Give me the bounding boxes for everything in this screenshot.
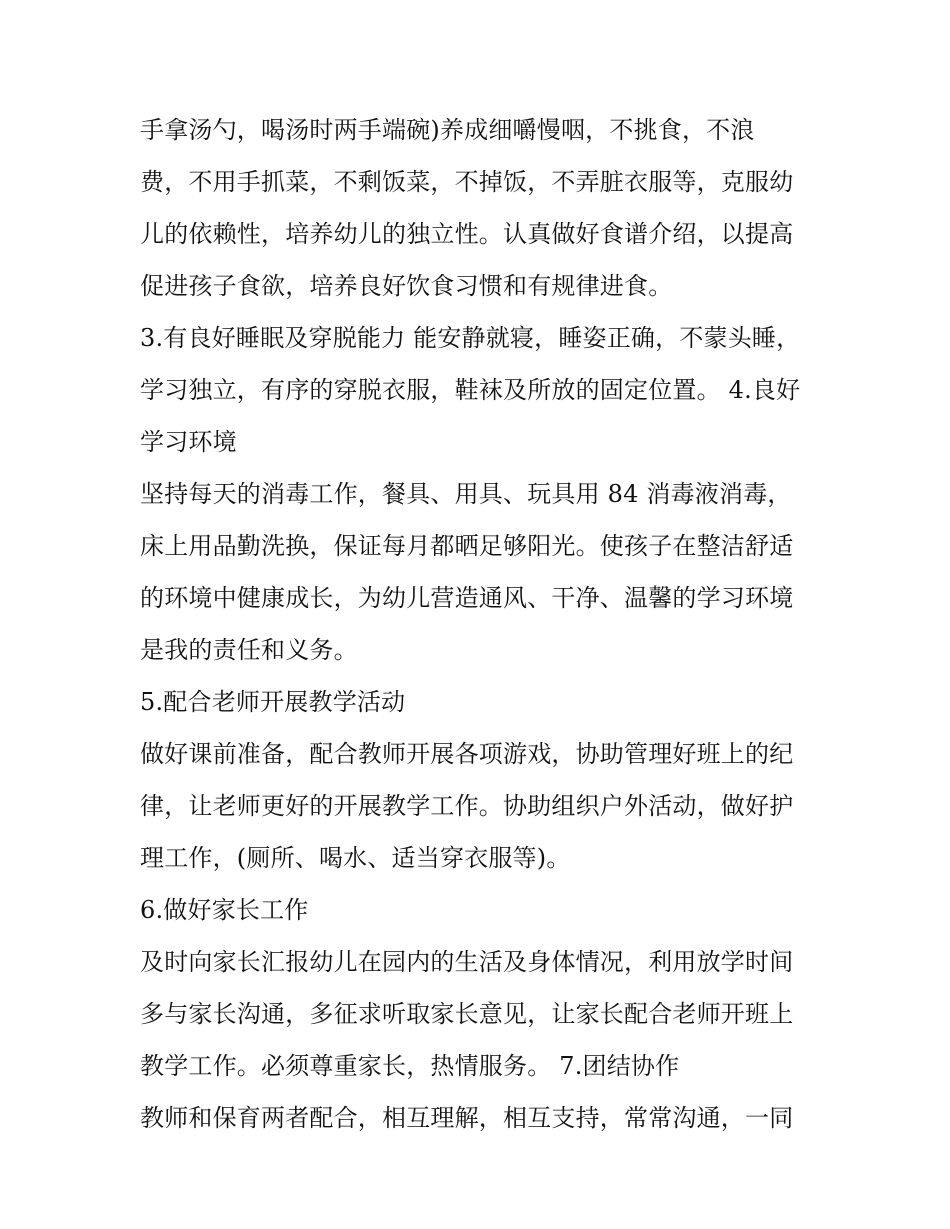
text-line: 学习独立，有序的穿脱衣服，鞋袜及所放的固定位置。 4.良好 [140,376,801,404]
text-line: 教师和保育两者配合，相互理解，相互支持，常常沟通，一同 [140,1104,794,1132]
text-line: 律，让老师更好的开展教学工作。协助组织户外活动，做好护 [140,792,794,820]
text-line: 学习环境 [140,428,237,456]
text-line: 5.配合老师开展教学活动 [140,688,406,716]
text-line: 6.做好家长工作 [140,896,309,924]
text-line: 是我的责任和义务。 [140,636,358,664]
text-line: 坚持每天的消毒工作，餐具、用具、玩具用 84 消毒液消毒， [140,480,792,508]
text-line: 做好课前准备，配合教师开展各项游戏，协助管理好班上的纪 [140,740,794,768]
text-line: 床上用品勤洗换，保证每月都晒足够阳光。使孩子在整洁舒适 [140,532,794,560]
text-line: 促进孩子食欲，培养良好饮食习惯和有规律进食。 [140,272,673,300]
text-line: 教学工作。必须尊重家长，热情服务。 7.团结协作 [140,1052,680,1080]
text-line: 儿的依赖性，培养幼儿的独立性。认真做好食谱介绍，以提高 [140,220,794,248]
text-line: 多与家长沟通，多征求听取家长意见，让家长配合老师开班上 [140,1000,794,1028]
text-line: 费，不用手抓菜，不剩饭菜，不掉饭，不弄脏衣服等，克服幼 [140,168,794,196]
body-text [140,111,830,1151]
text-line: 及时向家长汇报幼儿在园内的生活及身体情况，利用放学时间 [140,948,794,976]
text-line: 理工作，(厕所、喝水、适当穿衣服等)。 [140,844,571,872]
text-line: 3.有良好睡眠及穿脱能力 能安静就寝，睡姿正确，不蒙头睡， [140,324,801,352]
text-line: 的环境中健康成长，为幼儿营造通风、干净、温馨的学习环境 [140,584,794,612]
text-line: 手拿汤勺，喝汤时两手端碗)养成细嚼慢咽，不挑食，不浪 [140,116,755,144]
